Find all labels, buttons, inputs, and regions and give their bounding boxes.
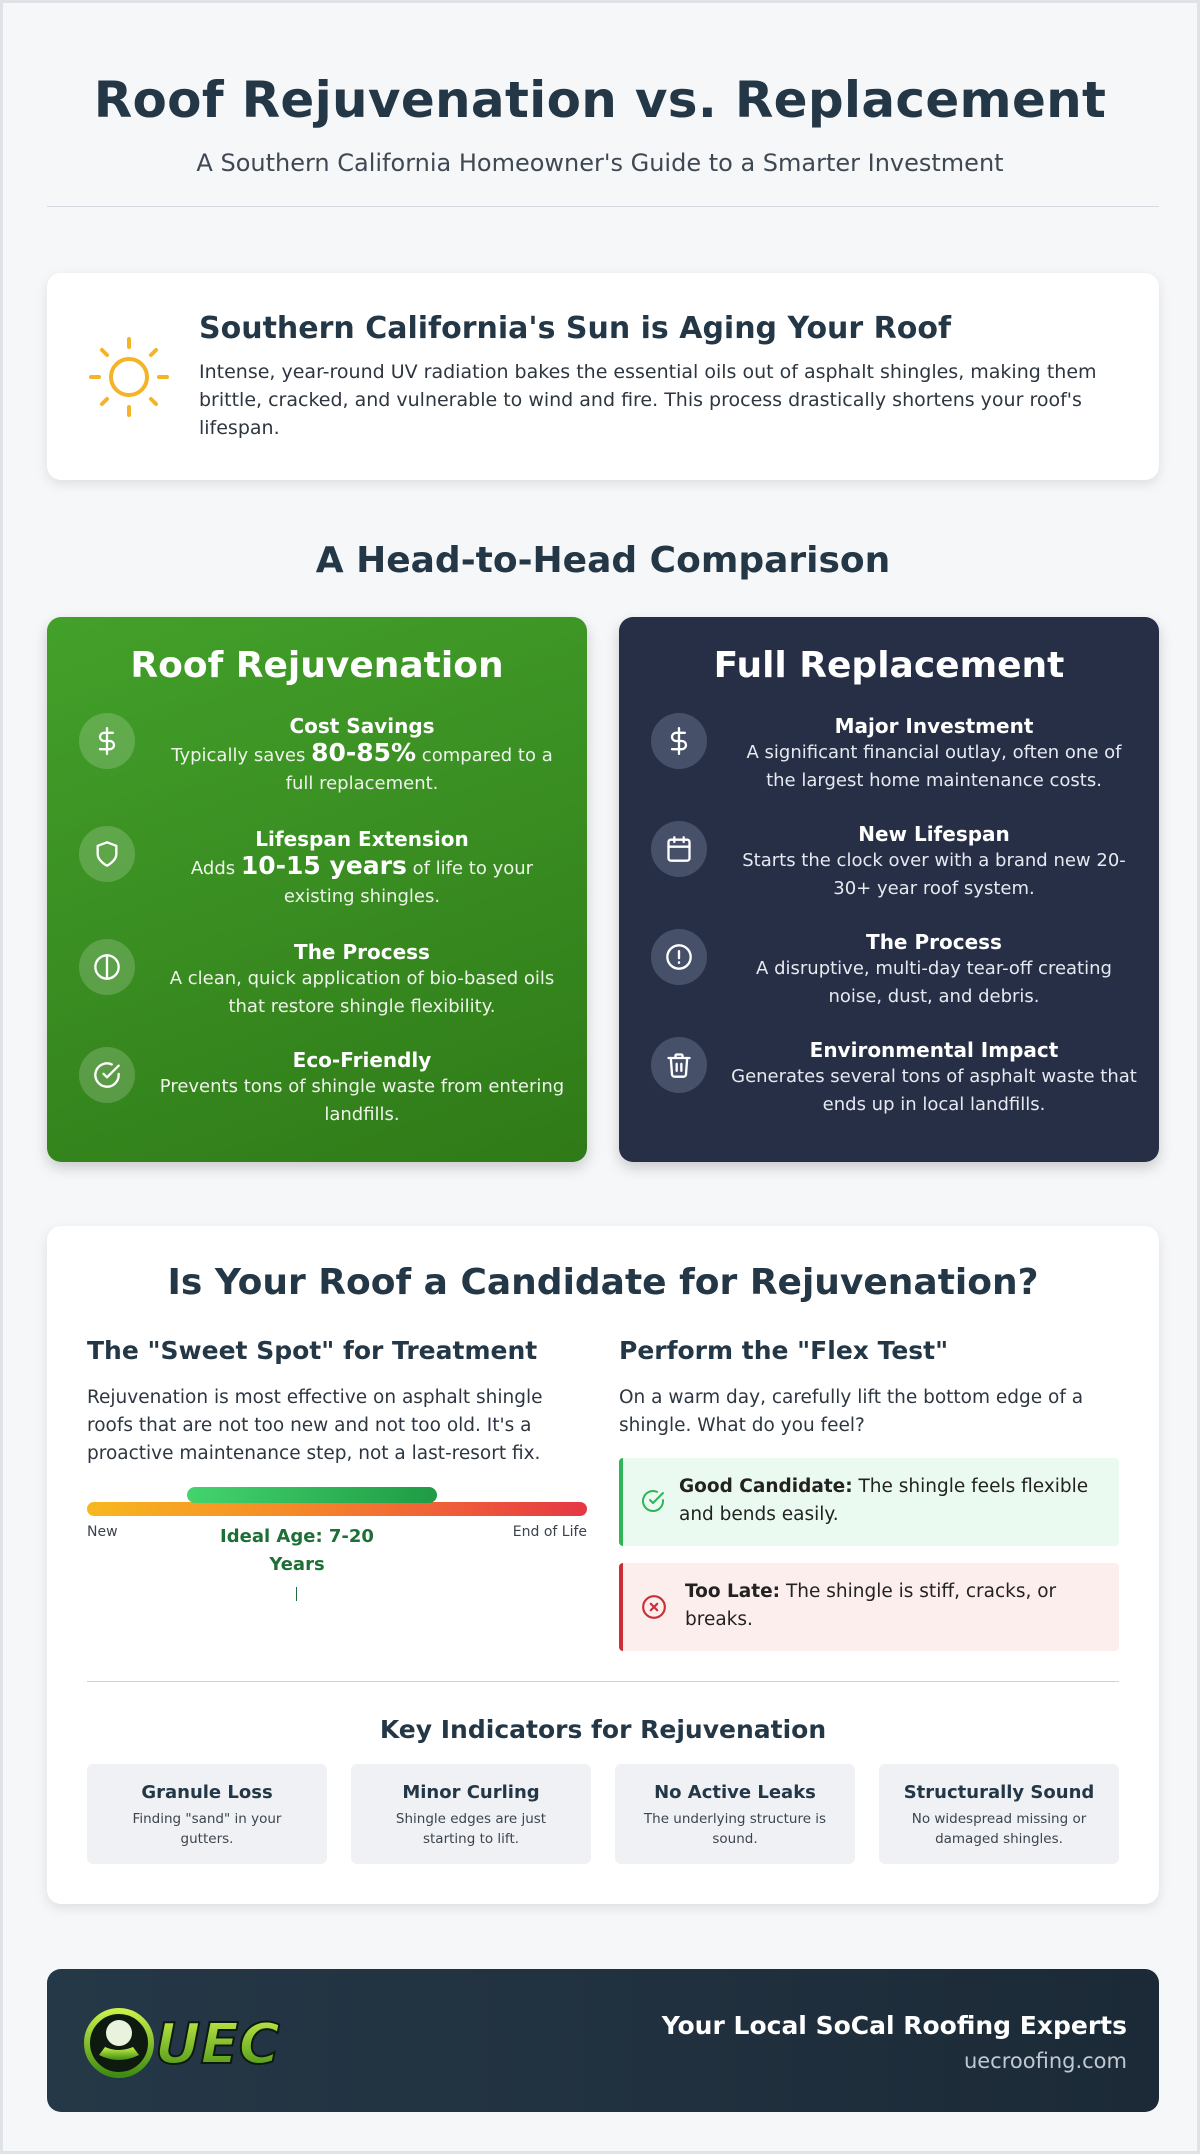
item-text: Starts the clock over with a brand new 20-30+ year roof system. — [742, 850, 1126, 899]
half-circle-icon — [79, 939, 135, 995]
footer-website-link[interactable]: uecroofing.com — [963, 2049, 1127, 2073]
item-title: Major Investment — [834, 714, 1034, 738]
ideal-age-range-bar — [187, 1487, 437, 1503]
candidate-card — [47, 1226, 1159, 1904]
ideal-age-label: Ideal Age: 7-20 Years — [220, 1526, 374, 1575]
sun-card-title: Southern California's Sun is Aging Your Roof — [199, 311, 952, 346]
flex-test-title: Perform the "Flex Test" — [619, 1336, 949, 1365]
replacement-card — [619, 617, 1159, 1162]
footer-tagline: Your Local SoCal Roofing Experts — [661, 2011, 1127, 2040]
sun-info-card — [47, 273, 1159, 480]
item-text: Adds 10-15 years of life to your existing shingles. — [190, 851, 534, 907]
indicator-no-active-leaks — [615, 1764, 855, 1864]
x-circle-icon — [641, 1594, 667, 1620]
flex-test-text: On a warm day, carefully lift the bottom edge of a shingle. What do you feel? — [619, 1387, 1084, 1436]
age-label-new: New — [87, 1524, 118, 1540]
indicator-text: No widespread missing or damaged shingles. — [911, 1811, 1087, 1847]
footer — [47, 1969, 1159, 2112]
item-text: A significant financial outlay, often one of the largest home maintenance costs. — [746, 742, 1122, 791]
calendar-icon — [651, 821, 707, 877]
trash-icon — [651, 1037, 707, 1093]
too-late-box — [619, 1563, 1119, 1651]
header — [3, 3, 1197, 177]
item-title: Cost Savings — [289, 714, 435, 738]
candidate-title: Is Your Roof a Candidate for Rejuvenation? — [167, 1262, 1039, 1303]
sweet-spot-text: Rejuvenation is most effective on asphalt shingle roofs that are not too new and not too old. It's a proactive maintenance step, not a last-resort fix. — [87, 1387, 543, 1464]
shield-icon — [79, 826, 135, 882]
sun-card-text: Intense, year-round UV radiation bakes the essential oils out of asphalt shingles, making them brittle, cracked, and vulnerable to wind and fire. This process drastically shortens your roof's lifespan. — [199, 361, 1097, 439]
age-gradient-bar — [87, 1502, 587, 1516]
age-label-end: End of Life — [512, 1524, 587, 1540]
rejuvenation-card — [47, 617, 587, 1162]
header-divider — [47, 206, 1159, 207]
page-subtitle: A Southern California Homeowner's Guide to a Smarter Investment — [196, 149, 1004, 177]
ideal-age-marker — [296, 1587, 297, 1601]
indicator-text: The underlying structure is sound. — [643, 1811, 827, 1847]
page-title: Roof Rejuvenation vs. Replacement — [93, 71, 1107, 129]
dollar-icon — [79, 713, 135, 769]
item-text: Prevents tons of shingle waste from entering landfills. — [159, 1076, 565, 1125]
replacement-title: Full Replacement — [713, 645, 1065, 686]
dollar-icon — [651, 713, 707, 769]
alert-circle-icon — [651, 929, 707, 985]
item-text: Generates several tons of asphalt waste that ends up in local landfills. — [731, 1066, 1137, 1115]
rejuvenation-title: Roof Rejuvenation — [130, 645, 504, 686]
indicator-text: Finding "sand" in your gutters. — [132, 1811, 282, 1847]
indicator-title: Structurally Sound — [903, 1782, 1095, 1803]
check-circle-icon — [79, 1047, 135, 1103]
item-text: A disruptive, multi-day tear-off creating noise, dust, and debris. — [756, 958, 1112, 1007]
comparison-title: A Head-to-Head Comparison — [315, 540, 891, 581]
too-late-text: Too Late: The shingle is stiff, cracks, or breaks. — [685, 1581, 1057, 1630]
candidate-divider — [87, 1681, 1119, 1682]
item-title: Eco-Friendly — [292, 1048, 432, 1072]
key-indicators-title: Key Indicators for Rejuvenation — [379, 1715, 827, 1744]
indicator-minor-curling — [351, 1764, 591, 1864]
item-title: New Lifespan — [858, 822, 1010, 846]
item-title: Environmental Impact — [809, 1038, 1059, 1062]
lifespan-highlight: 10-15 years — [240, 851, 407, 880]
indicator-structurally-sound — [879, 1764, 1119, 1864]
indicator-title: Granule Loss — [141, 1782, 273, 1803]
indicator-title: No Active Leaks — [654, 1782, 816, 1803]
sun-icon — [85, 333, 173, 421]
item-title: Lifespan Extension — [255, 827, 469, 851]
uec-logo — [81, 2003, 311, 2079]
item-title: The Process — [866, 930, 1002, 954]
indicator-text: Shingle edges are just starting to lift. — [395, 1811, 547, 1847]
sweet-spot-title: The "Sweet Spot" for Treatment — [87, 1336, 538, 1365]
item-title: The Process — [294, 940, 430, 964]
good-candidate-text: Good Candidate: The shingle feels flexible and bends easily. — [679, 1476, 1089, 1525]
cost-highlight: 80-85% — [311, 738, 417, 767]
check-circle-icon — [641, 1489, 665, 1513]
indicator-title: Minor Curling — [402, 1782, 540, 1803]
item-text: A clean, quick application of bio-based oils that restore shingle flexibility. — [169, 968, 555, 1017]
item-text: Typically saves 80-85% compared to a full replacement. — [171, 738, 553, 794]
svg-text:UEC: UEC — [155, 2012, 280, 2077]
good-candidate-box — [619, 1458, 1119, 1546]
indicator-granule-loss — [87, 1764, 327, 1864]
